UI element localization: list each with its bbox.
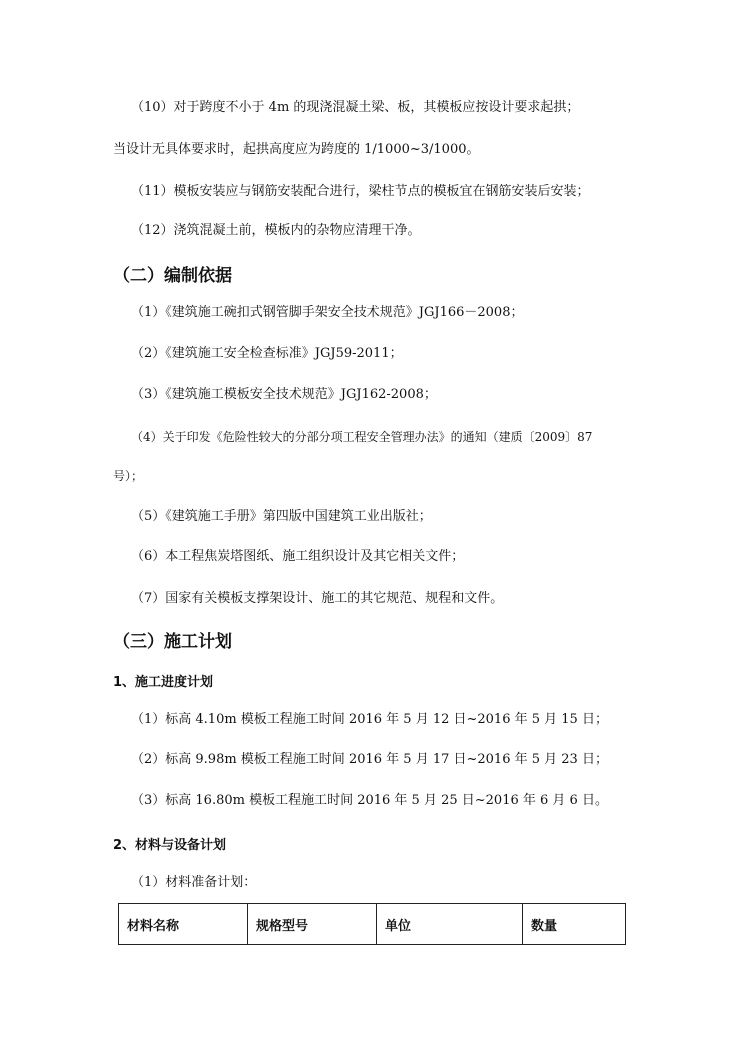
header-spec-model: 规格型号 [248, 904, 377, 945]
paragraph-12: （12）浇筑混凝土前，模板内的杂物应清理干净。 [131, 223, 421, 238]
plan-heading: （三）施工计划 [113, 632, 232, 652]
basis-item-7: （7）国家有关模板支撑架设计、施工的其它规范、规程和文件。 [131, 591, 504, 606]
header-unit: 单位 [377, 904, 523, 945]
basis-item-6: （6）本工程焦炭塔图纸、施工组织设计及其它相关文件； [131, 549, 465, 564]
basis-item-4-line1: （4）关于印发《危险性较大的分部分项工程安全管理办法》的通知（建质〔2009〕87 [131, 430, 593, 444]
basis-item-5: （5）《建筑施工手册》第四版中国建筑工业出版社； [131, 509, 432, 524]
paragraph-10-line2: 当设计无具体要求时，起拱高度应为跨度的 1/1000~3/1000。 [113, 142, 480, 157]
materials-intro: （1）材料准备计划： [131, 875, 257, 890]
basis-heading: （二）编制依据 [113, 266, 232, 286]
paragraph-11: （11）模板安装应与钢筋安装配合进行，梁柱节点的模板宜在钢筋安装后安装； [131, 184, 590, 199]
materials-table [118, 903, 626, 945]
schedule-heading: 1、施工进度计划 [113, 675, 214, 690]
basis-item-4-line2: 号）； [113, 469, 144, 483]
basis-item-1: （1）《建筑施工碗扣式钢管脚手架安全技术规范》JGJ166－2008； [131, 305, 524, 320]
header-material-name: 材料名称 [119, 904, 248, 945]
paragraph-10-line1: （10）对于跨度不小于 4m 的现浇混凝土梁、板，其模板应按设计要求起拱； [131, 100, 580, 115]
materials-heading: 2、材料与设备计划 [113, 838, 227, 853]
schedule-item-1: （1）标高 4.10m 模板工程施工时间 2016 年 5 月 12 日~2016 年 5 月 15 日； [131, 712, 608, 727]
schedule-item-3: （3）标高 16.80m 模板工程施工时间 2016 年 5 月 25 日~2016 年 6 月 6 日。 [131, 793, 608, 808]
schedule-item-2: （2）标高 9.98m 模板工程施工时间 2016 年 5 月 17 日~2016 年 5 月 23 日； [131, 752, 608, 767]
basis-item-3: （3）《建筑施工模板安全技术规范》JGJ162-2008； [131, 387, 437, 402]
header-quantity: 数量 [523, 904, 626, 945]
table-header-row [119, 904, 626, 945]
basis-item-2: （2）《建筑施工安全检查标准》JGJ59-2011； [131, 346, 403, 361]
